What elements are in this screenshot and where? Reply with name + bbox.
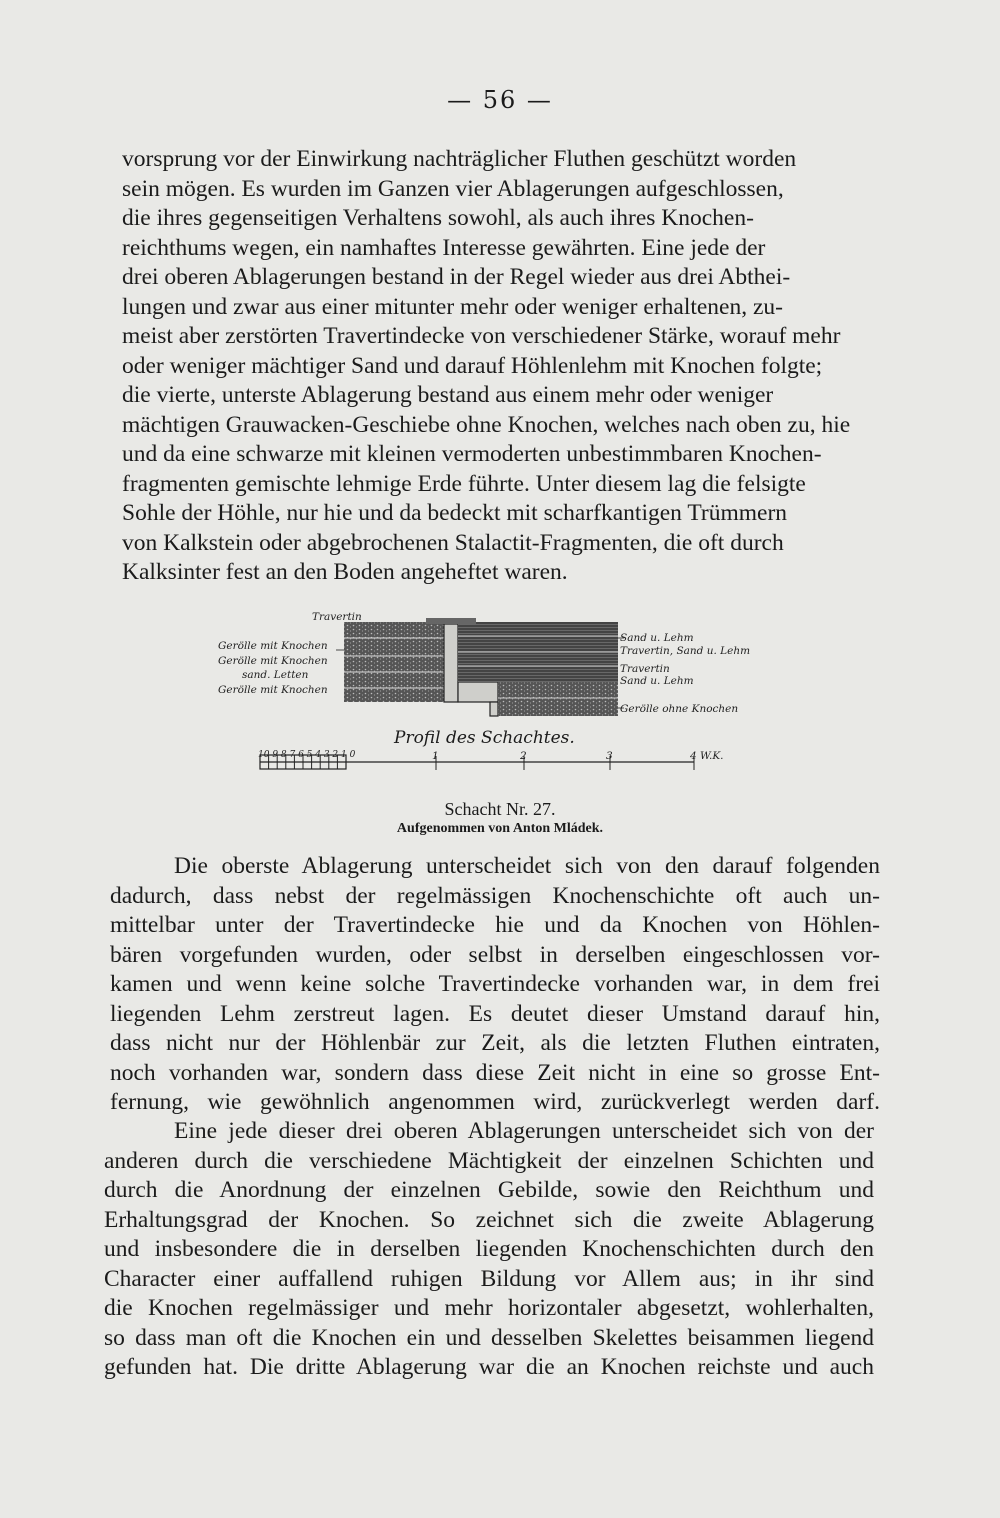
label-right-5: Gerölle ohne Knochen xyxy=(620,703,739,715)
label-left-2: Gerölle mit Knochen xyxy=(218,655,328,667)
text-line: gefunden hat. Die dritte Ablagerung war die an Knochen reichste und auch xyxy=(104,1354,874,1380)
label-right-3: Travertin xyxy=(620,663,670,675)
shaft-opening xyxy=(444,624,458,702)
text-line: die vierte, unterste Ablagerung bestand aus einem mehr oder weniger xyxy=(122,382,774,408)
scale-tick-1: 1 xyxy=(432,750,439,762)
text-line: und insbesondere die in derselben liegenden Knochenschichten durch den xyxy=(104,1236,874,1262)
text-line: dass nicht nur der Höhlenbär zur Zeit, als die letzten Fluthen eintraten, xyxy=(110,1030,880,1056)
text-line: fernung, wie gewöhnlich angenommen wird, zurückverlegt werden darf. xyxy=(110,1089,880,1115)
paragraph-2 xyxy=(110,852,880,1118)
text-line: kamen und wenn keine solche Travertindecke vorhanden war, in dem frei xyxy=(110,971,880,997)
paragraph-3 xyxy=(104,1117,874,1383)
text-line: dadurch, dass nebst der regelmässigen Knochenschichte oft auch un- xyxy=(110,882,880,909)
text-line: meist aber zerstörten Travertindecke von verschiedener Stärke, worauf mehr xyxy=(122,323,841,349)
figure-caption: Schacht Nr. 27. xyxy=(444,799,556,819)
text-line: mächtigen Grauwacken-Geschiebe ohne Knochen, welches nach oben zu, hie xyxy=(122,411,851,438)
text-line: Eine jede dieser drei oberen Ablagerungen unterscheidet sich von der xyxy=(174,1118,874,1144)
text-line: noch vorhanden war, sondern dass diese Zeit nicht in eine so grosse Ent- xyxy=(110,1059,880,1086)
text-line: Character einer auffallend ruhigen Bildung vor Allem aus; in ihr sind xyxy=(104,1265,874,1292)
label-right-2: Travertin, Sand u. Lehm xyxy=(620,645,751,657)
profile-title: Profil des Schachtes. xyxy=(394,728,575,748)
text-line: Sohle der Höhle, nur hie und da bedeckt mit scharfkantigen Trümmern xyxy=(122,500,788,526)
text-line: die ihres gegenseitigen Verhaltens sowohl, als auch ihres Knochen- xyxy=(122,205,754,231)
text-line: drei oberen Ablagerungen bestand in der Regel wieder aus drei Abthei- xyxy=(122,264,791,290)
scale-small-numbers: 10 9 8 7 6 5 4 3 2 1 0 xyxy=(258,750,356,760)
scale-tick-3: 3 xyxy=(606,750,613,762)
text-line: durch die Anordnung der einzelnen Gebilde, sowie den Reichthum und xyxy=(104,1177,874,1203)
text-line: so dass man oft die Knochen ein und desselben Skelettes beisammen liegend xyxy=(104,1324,874,1351)
text-line: die Knochen regelmässiger und mehr horizontaler abgesetzt, wohlerhalten, xyxy=(104,1295,874,1321)
text-line: mittelbar unter der Travertindecke hie und da Knochen von Höhlen- xyxy=(110,912,880,938)
figure-subcaption: Aufgenommen von Anton Mládek. xyxy=(396,821,604,836)
label-right-1: Sand u. Lehm xyxy=(620,632,694,644)
page-number: — 56 — xyxy=(447,86,553,114)
text-line: vorsprung vor der Einwirkung nachträglicher Fluthen geschützt worden xyxy=(122,146,797,172)
label-left-1: Gerölle mit Knochen xyxy=(218,640,328,652)
text-line: und da eine schwarze mit kleinen vermoderten unbestimmbaren Knochen- xyxy=(122,441,822,467)
label-left-4: Gerölle mit Knochen xyxy=(218,684,328,696)
scale-tick-4: 4 W.K. xyxy=(690,750,724,762)
scale-tick-2: 2 xyxy=(520,750,527,762)
text-line: oder weniger mächtiger Sand und darauf Höhlenlehm mit Knochen folgte; xyxy=(122,352,823,379)
text-line: lungen und zwar aus einer mitunter mehr oder weniger erhaltenen, zu- xyxy=(122,293,783,320)
text-line: Kalksinter fest an den Boden angeheftet waren. xyxy=(122,559,568,585)
text-line: Erhaltungsgrad der Knochen. So zeichnet sich die zweite Ablagerung xyxy=(104,1206,874,1233)
text-line: liegenden Lehm zerstreut lagen. Es deutet dieser Umstand darauf hin, xyxy=(110,1000,880,1027)
text-line: Die oberste Ablagerung unterscheidet sich von den darauf folgenden xyxy=(174,853,880,879)
label-travertin: Travertin xyxy=(312,611,362,623)
paragraph-1 xyxy=(122,145,890,588)
label-right-4: Sand u. Lehm xyxy=(620,675,694,687)
text-line: reichthums wegen, ein namhaftes Interesse gewährten. Eine jede der xyxy=(122,234,766,261)
label-left-3: sand. Letten xyxy=(242,669,309,681)
text-line: anderen durch die verschiedene Mächtigkeit der einzelnen Schichten und xyxy=(104,1147,874,1174)
text-line: von Kalkstein oder abgebrochenen Stalactit-Fragmenten, die oft durch xyxy=(122,529,784,556)
text-line: bären vorgefunden wurden, oder selbst in derselben eingeschlossen vor- xyxy=(110,941,880,968)
left-strata-block xyxy=(344,622,444,702)
text-line: fragmenten gemischte lehmige Erde führte. Unter diesem lag die felsigte xyxy=(122,470,806,497)
text-line: sein mögen. Es wurden im Ganzen vier Ablagerungen aufgeschlossen, xyxy=(122,175,784,202)
